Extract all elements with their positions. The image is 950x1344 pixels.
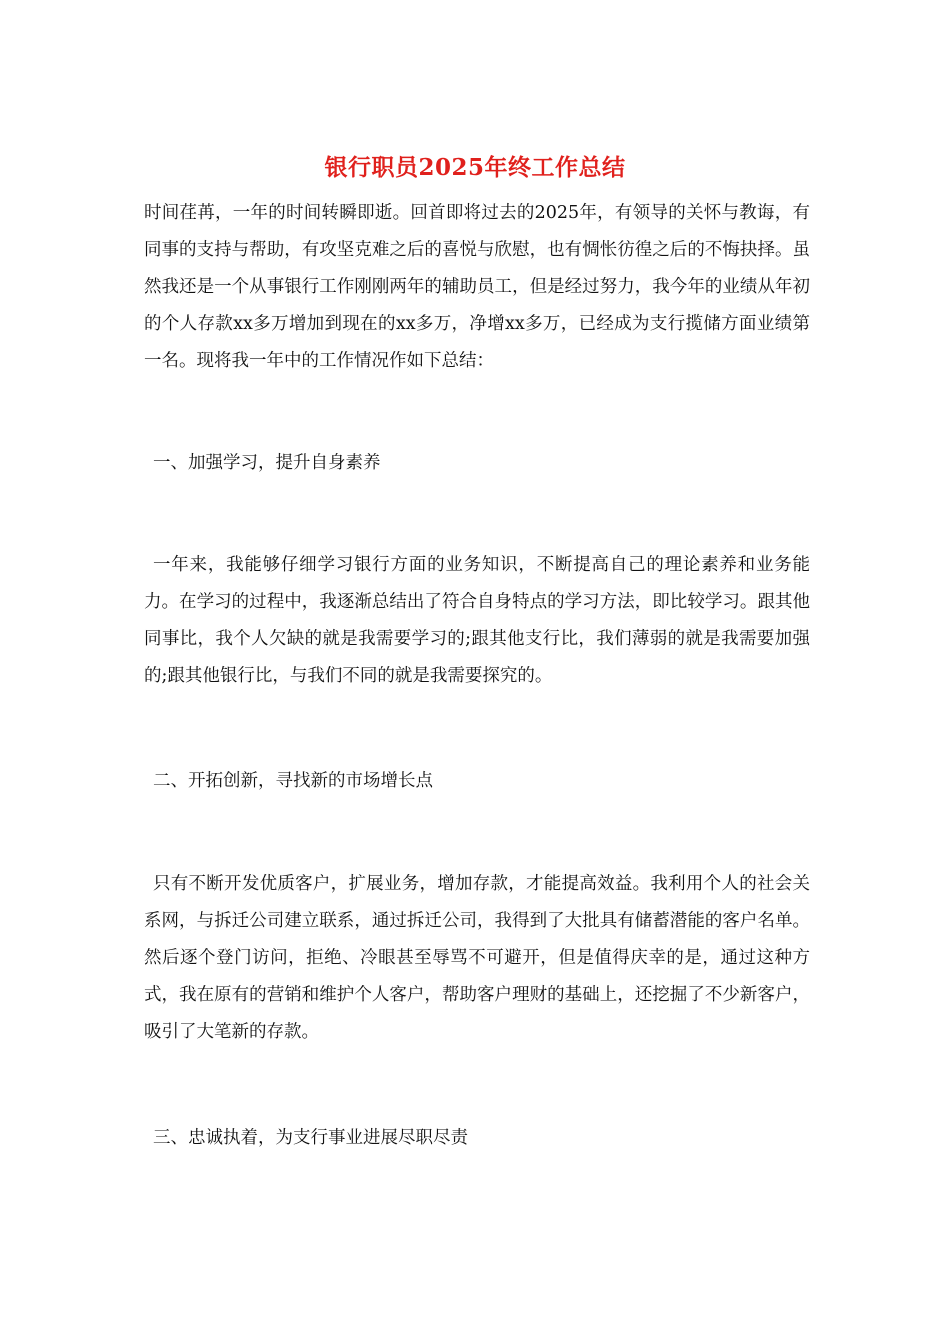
section-1-heading: 一、加强学习，提升自身素养	[153, 453, 381, 473]
document-title: 银行职员2025年终工作总结	[324, 154, 626, 181]
section-2-heading: 二、开拓创新，寻找新的市场增长点	[153, 771, 433, 791]
section-2-paragraph: 只有不断开发优质客户，扩展业务，增加存款，才能提高效益。我利用个人的社会关系网，与拆迁公司建立联系，通过拆迁公司，我得到了大批具有储蓄潜能的客户名单。然后逐个登门访问，拒绝、冷眼甚至辱骂不可避开，但是值得庆幸的是，通过这种方式，我在原有的营销和维护个人客户，帮助客户理财的基础上，还挖掘了不少新客户，吸引了大笔新的存款。	[144, 874, 810, 1042]
section-1-paragraph: 一年来，我能够仔细学习银行方面的业务知识，不断提高自己的理论素养和业务能力。在学习的过程中，我逐渐总结出了符合自身特点的学习方法，即比较学习。跟其他同事比，我个人欠缺的就是我需要学习的;跟其他支行比，我们薄弱的就是我需要加强的;跟其他银行比，与我们不同的就是我需要探究的。	[144, 555, 810, 686]
section-3-heading: 三、忠诚执着，为支行事业进展尽职尽责	[153, 1128, 468, 1148]
intro-paragraph: 时间荏苒，一年的时间转瞬即逝。回首即将过去的2025年，有领导的关怀与教诲，有同事的支持与帮助，有攻坚克难之后的喜悦与欣慰，也有惆怅彷徨之后的不悔抉择。虽然我还是一个从事银行工作刚刚两年的辅助员工，但是经过努力，我今年的业绩从年初的个人存款xx多万增加到现在的xx多万，净增xx多万，已经成为支行揽储方面业绩第一名。现将我一年中的工作情况作如下总结：	[144, 203, 810, 371]
